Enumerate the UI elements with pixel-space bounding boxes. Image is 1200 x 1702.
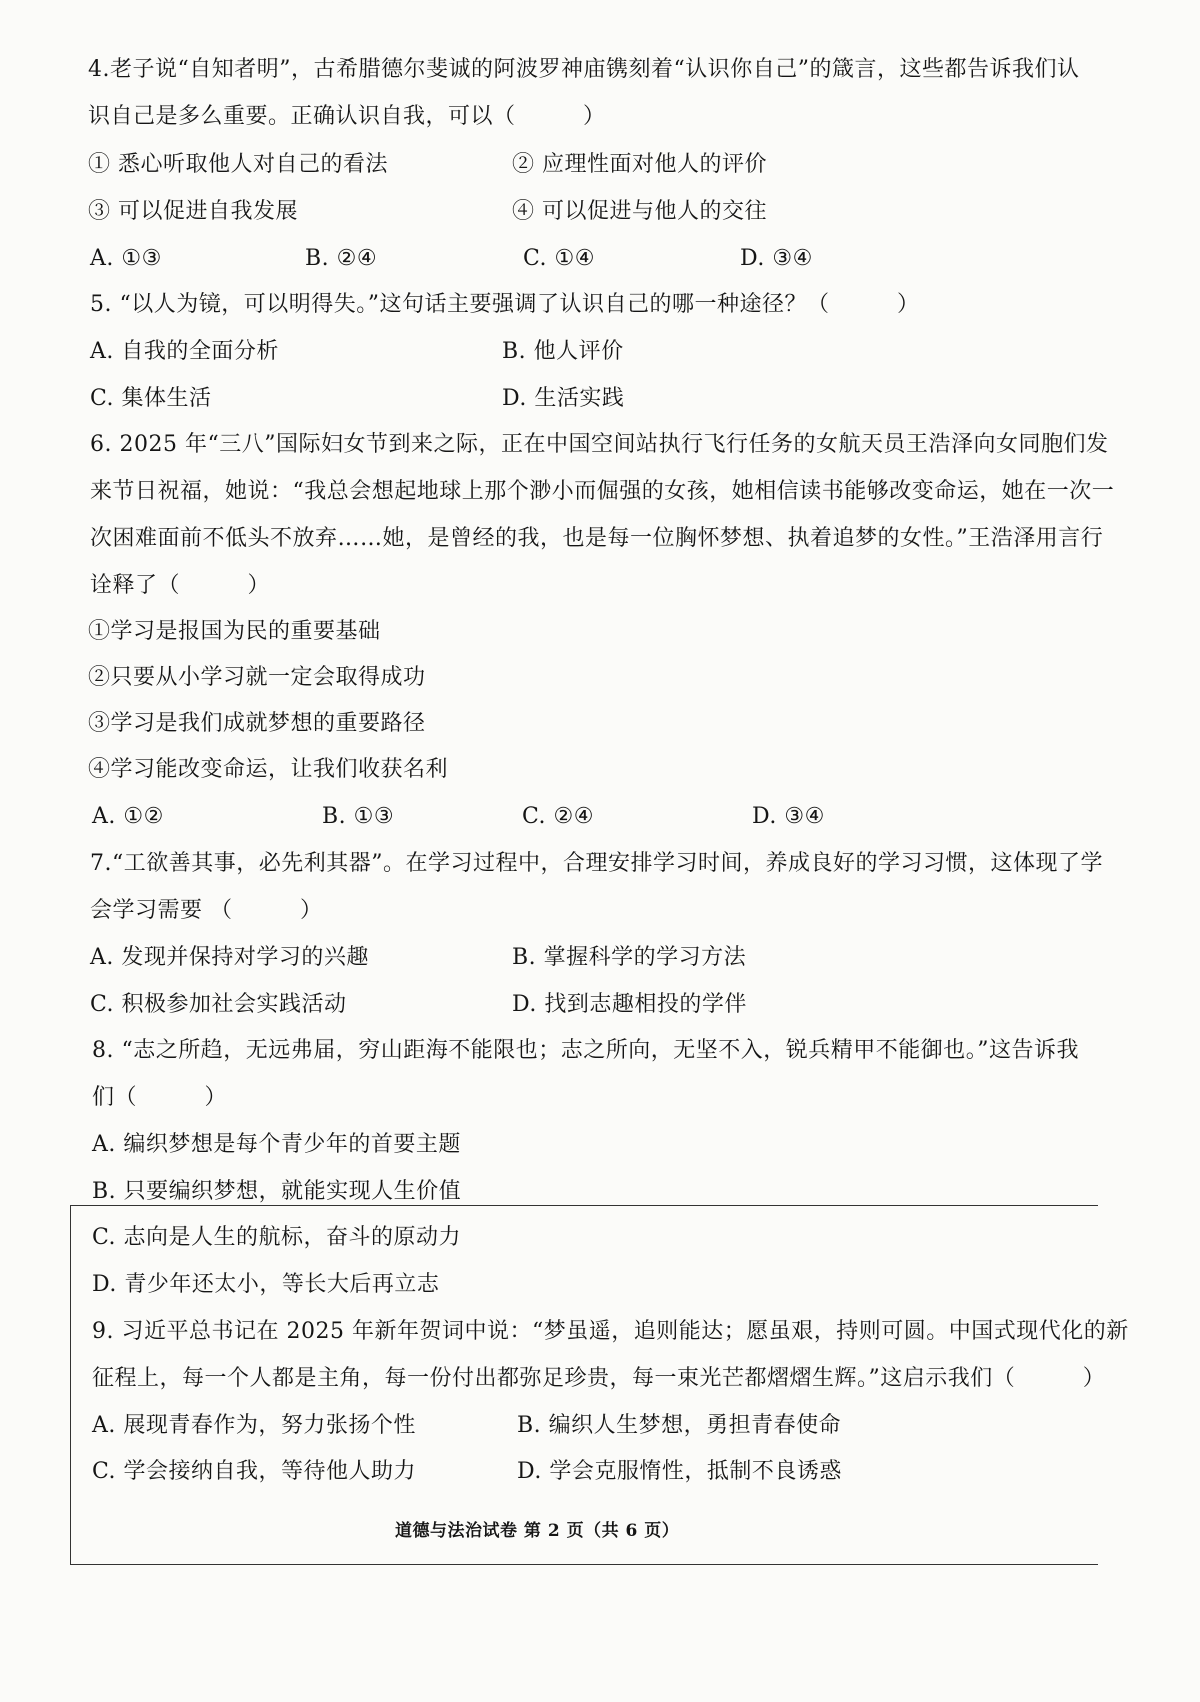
q8-option-a: A. 编织梦想是每个青少年的首要主题 [92,1132,461,1157]
q9-stem-line-1: 9. 习近平总书记在 2025 年新年贺词中说：“梦虽遥，追则能达；愿虽艰，持则可圆。中国式现代化的新 [92,1319,1129,1344]
q9-option-b: B. 编织人生梦想，勇担青春使命 [517,1413,842,1438]
q5-option-d: D. 生活实践 [502,386,625,411]
q6-statement-4: ④学习能改变命运，让我们收获名利 [88,757,449,782]
q8-option-d: D. 青少年还太小，等长大后再立志 [92,1272,440,1297]
q4-statement-3: ③ 可以促进自我发展 [88,199,298,224]
q7-stem-line-1: 7.“工欲善其事，必先利其器”。在学习过程中，合理安排学习时间，养成良好的学习习惯，这体现了学 [90,851,1103,876]
q5-option-b: B. 他人评价 [502,339,624,364]
q6-statement-1: ①学习是报国为民的重要基础 [88,619,381,644]
q9-option-a: A. 展现青春作为，努力张扬个性 [92,1413,416,1438]
q9-option-c: C. 学会接纳自我，等待他人助力 [92,1459,417,1484]
q4-option-c: C. ①④ [523,246,595,271]
q7-option-a: A. 发现并保持对学习的兴趣 [90,945,369,970]
q8-stem-line-1: 8. “志之所趋，无远弗届，穷山距海不能限也；志之所向，无坚不入，锐兵精甲不能御也。”这告诉我 [92,1038,1079,1063]
q4-statement-2: ② 应理性面对他人的评价 [512,152,767,177]
q6-option-a: A. ①② [92,804,164,829]
q6-stem-line-2: 来节日祝福，她说：“我总会想起地球上那个渺小而倔强的女孩，她相信读书能够改变命运，她在一次一 [90,479,1115,504]
q8-option-c: C. 志向是人生的航标，奋斗的原动力 [92,1225,462,1250]
q6-stem-line-3: 次困难面前不低头不放弃……她，是曾经的我，也是每一位胸怀梦想、执着追梦的女性。”王浩泽用言行 [90,526,1104,551]
q4-statement-1: ① 悉心听取他人对自己的看法 [88,152,388,177]
q7-stem-line-2: 会学习需要 （ ） [90,898,323,923]
q6-option-d: D. ③④ [752,804,825,829]
q8-stem-line-2: 们（ ） [92,1085,228,1110]
q4-option-a: A. ①③ [90,246,162,271]
frame-top-rule [70,1205,1098,1206]
frame-bottom-rule [70,1564,1098,1565]
q7-option-d: D. 找到志趣相投的学伴 [512,992,747,1017]
q9-stem-line-2: 征程上，每一个人都是主角，每一份付出都弥足珍贵，每一束光芒都熠熠生辉。”这启示我们（ ） [92,1366,1106,1391]
q5-stem: 5. “以人为镜，可以明得失。”这句话主要强调了认识自己的哪一种途径？（ ） [90,292,920,317]
q5-option-a: A. 自我的全面分析 [90,339,279,364]
q4-stem-line-2: 识自己是多么重要。正确认识自我，可以（ ） [88,104,606,129]
q8-option-b: B. 只要编织梦想，就能实现人生价值 [92,1179,462,1204]
q9-option-d: D. 学会克服惰性，抵制不良诱惑 [517,1459,842,1484]
frame-left-rule [70,1205,71,1565]
q6-stem-line-1: 6. 2025 年“三八”国际妇女节到来之际，正在中国空间站执行飞行任务的女航天员王浩泽向女同胞们发 [90,432,1109,457]
q4-statement-4: ④ 可以促进与他人的交往 [512,199,767,224]
q6-statement-2: ②只要从小学习就一定会取得成功 [88,665,426,690]
q4-stem-line-1: 4.老子说“自知者明”，古希腊德尔斐诚的阿波罗神庙镌刻着“认识你自己”的箴言，这些都告诉我们认 [88,57,1080,82]
q7-option-b: B. 掌握科学的学习方法 [512,945,747,970]
q4-option-b: B. ②④ [305,246,378,271]
q4-option-d: D. ③④ [740,246,813,271]
q6-stem-line-4: 诠释了（ ） [90,573,271,598]
q6-statement-3: ③学习是我们成就梦想的重要路径 [88,711,426,736]
page-footer: 道德与法治试卷 第 2 页（共 6 页） [395,1521,680,1541]
q7-option-c: C. 积极参加社会实践活动 [90,992,347,1017]
q6-option-b: B. ①③ [322,804,395,829]
q6-option-c: C. ②④ [522,804,594,829]
q5-option-c: C. 集体生活 [90,386,212,411]
